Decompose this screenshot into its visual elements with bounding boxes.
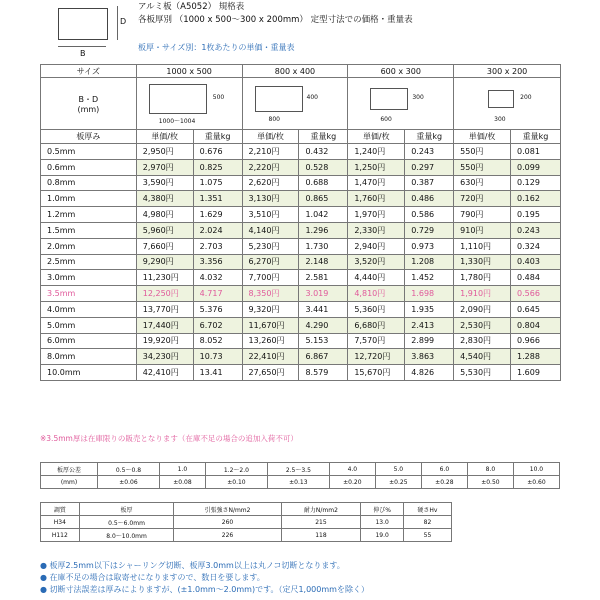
price-cell: 630円	[454, 175, 511, 191]
price-cell: 4,440円	[348, 270, 405, 286]
price-cell: 2,090円	[454, 301, 511, 317]
table-row	[41, 333, 561, 349]
diagram-b-label: B	[80, 49, 86, 58]
weight-header-1: 重量kg	[193, 130, 242, 144]
bullet-item	[40, 560, 580, 572]
weight-cell: 4.290	[299, 317, 348, 333]
weight-cell: 1.629	[193, 207, 242, 223]
properties-cell: 8.0〜10.0mm	[79, 529, 174, 542]
weight-cell: 0.297	[405, 159, 454, 175]
weight-cell: 6.702	[193, 317, 242, 333]
price-cell: 1,250円	[348, 159, 405, 175]
size-diagram	[44, 4, 134, 56]
tolerance-value-cell: ±0.50	[467, 476, 513, 489]
weight-cell: 0.486	[405, 191, 454, 207]
price-cell: 1,240円	[348, 144, 405, 160]
properties-header-cell: 調質	[41, 503, 80, 516]
price-cell: 3,510円	[242, 207, 299, 223]
weight-cell: 0.804	[511, 317, 561, 333]
price-header-2: 単価/枚	[242, 130, 299, 144]
stock-note: ※3.5mm厚は在庫限りの販売となります（在庫不足の場合の追加入荷不可）	[40, 434, 298, 443]
diagram-d-arrow	[117, 6, 118, 40]
table-row	[41, 159, 561, 175]
weight-cell: 0.825	[193, 159, 242, 175]
price-cell: 27,650円	[242, 365, 299, 381]
tolerance-value-cell: ±0.28	[421, 476, 467, 489]
weight-cell: 1.042	[299, 207, 348, 223]
weight-cell: 0.099	[511, 159, 561, 175]
tolerance-value-cell: ±0.25	[375, 476, 421, 489]
price-cell: 9,320円	[242, 301, 299, 317]
properties-header-cell: 伸び%	[361, 503, 404, 516]
price-cell: 550円	[454, 159, 511, 175]
dim-h-2: 400	[306, 94, 318, 101]
bd-label: B・D	[78, 94, 99, 104]
size-col-4: 300 x 200	[454, 65, 561, 78]
weight-cell: 0.484	[511, 270, 561, 286]
price-cell: 5,530円	[454, 365, 511, 381]
weight-cell: 1.208	[405, 254, 454, 270]
price-cell: 2,830円	[454, 333, 511, 349]
weight-cell: 4.717	[193, 286, 242, 302]
thickness-cell: 4.0mm	[41, 301, 137, 317]
tolerance-range-cell: 6.0	[421, 463, 467, 476]
dim-h-1: 500	[212, 94, 225, 101]
weight-cell: 2.024	[193, 222, 242, 238]
price-cell: 1,110円	[454, 238, 511, 254]
table-row	[41, 175, 561, 191]
tolerance-range-cell: 1.0	[159, 463, 205, 476]
properties-body	[41, 516, 452, 542]
weight-cell: 3.356	[193, 254, 242, 270]
weight-cell: 5.153	[299, 333, 348, 349]
price-cell: 720円	[454, 191, 511, 207]
tolerance-table	[40, 462, 560, 489]
diagram-d-label: D	[120, 17, 127, 26]
thickness-cell: 1.5mm	[41, 222, 137, 238]
price-cell: 2,970円	[136, 159, 193, 175]
weight-cell: 2.413	[405, 317, 454, 333]
table-row	[41, 365, 561, 381]
thickness-cell: 5.0mm	[41, 317, 137, 333]
price-cell: 3,520円	[348, 254, 405, 270]
price-cell: 11,230円	[136, 270, 193, 286]
weight-cell: 6.867	[299, 349, 348, 365]
properties-row	[41, 529, 452, 542]
bullet-text: 板厚2.5mm以下はシャーリング切断、板厚3.0mm以上は丸ノコ切断となります。	[49, 561, 345, 570]
properties-table	[40, 502, 452, 542]
price-cell: 1,330円	[454, 254, 511, 270]
table-row	[41, 270, 561, 286]
weight-cell: 2.703	[193, 238, 242, 254]
properties-cell: 19.0	[361, 529, 404, 542]
price-cell: 12,250円	[136, 286, 193, 302]
properties-header-cell: 引張強さN/mm2	[174, 503, 281, 516]
weight-cell: 0.528	[299, 159, 348, 175]
tolerance-range-cell: 0.5〜0.8	[98, 463, 160, 476]
bullet-text: 切断寸法誤差は厚みによりますが、(±1.0mm〜2.0mm)です。（定尺1,000mmを除く）	[49, 585, 369, 594]
weight-cell: 1.296	[299, 222, 348, 238]
weight-cell: 5.376	[193, 301, 242, 317]
dim-w-4: 300	[494, 116, 506, 123]
bullet-text: 在庫不足の場合は取寄せになりますので、数日を要します。	[49, 573, 265, 582]
weight-cell: 0.129	[511, 175, 561, 191]
bullet-dot-icon: ●	[40, 585, 50, 594]
price-cell: 15,670円	[348, 365, 405, 381]
properties-cell: 118	[281, 529, 361, 542]
price-cell: 4,980円	[136, 207, 193, 223]
price-cell: 1,470円	[348, 175, 405, 191]
price-cell: 1,910円	[454, 286, 511, 302]
tolerance-range-row	[41, 463, 560, 476]
price-cell: 2,530円	[454, 317, 511, 333]
weight-cell: 0.729	[405, 222, 454, 238]
page-subtitle: 各板厚別 （1000 x 500〜300 x 200mm） 定型寸法での価格・重量表	[138, 15, 413, 25]
page-title: アルミ板（A5052） 規格表	[138, 2, 245, 12]
price-cell: 1,760円	[348, 191, 405, 207]
weight-cell: 8.052	[193, 333, 242, 349]
price-header-4: 単価/枚	[454, 130, 511, 144]
weight-cell: 1.935	[405, 301, 454, 317]
weight-cell: 2.148	[299, 254, 348, 270]
tolerance-range-cell: 1.2〜2.0	[205, 463, 267, 476]
table-row	[41, 238, 561, 254]
weight-header-3: 重量kg	[405, 130, 454, 144]
price-cell: 2,210円	[242, 144, 299, 160]
dim-cell-1	[136, 78, 242, 130]
thickness-cell: 2.0mm	[41, 238, 137, 254]
tolerance-value-row	[41, 476, 560, 489]
price-cell: 2,220円	[242, 159, 299, 175]
price-cell: 2,620円	[242, 175, 299, 191]
thickness-cell: 0.5mm	[41, 144, 137, 160]
thickness-cell: 0.6mm	[41, 159, 137, 175]
tolerance-range-cell: 4.0	[329, 463, 375, 476]
tolerance-value-cell: ±0.06	[98, 476, 160, 489]
price-cell: 2,940円	[348, 238, 405, 254]
properties-row	[41, 516, 452, 529]
thickness-cell: 3.0mm	[41, 270, 137, 286]
properties-header-cell: 耐力N/mm2	[281, 503, 361, 516]
bullet-item	[40, 584, 580, 596]
price-cell: 2,950円	[136, 144, 193, 160]
price-cell: 17,440円	[136, 317, 193, 333]
price-cell: 5,230円	[242, 238, 299, 254]
properties-header-cell: 板厚	[79, 503, 174, 516]
price-cell: 790円	[454, 207, 511, 223]
bullet-item	[40, 572, 580, 584]
properties-cell: 0.5〜6.0mm	[79, 516, 174, 529]
thickness-cell: 1.0mm	[41, 191, 137, 207]
size-col-1: 1000 x 500	[136, 65, 242, 78]
dim-cell-4	[454, 78, 561, 130]
bullet-dot-icon: ●	[40, 573, 50, 582]
bullet-dot-icon: ●	[40, 561, 50, 570]
price-cell: 22,410円	[242, 349, 299, 365]
weight-cell: 0.387	[405, 175, 454, 191]
table-row	[41, 301, 561, 317]
price-cell: 13,260円	[242, 333, 299, 349]
price-cell: 7,570円	[348, 333, 405, 349]
tolerance-value-cell: ±0.20	[329, 476, 375, 489]
weight-cell: 13.41	[193, 365, 242, 381]
weight-cell: 8.579	[299, 365, 348, 381]
weight-header-4: 重量kg	[511, 130, 561, 144]
dim-cell-3	[348, 78, 454, 130]
table-note: 板厚・サイズ別：1枚あたりの単価・重量表	[138, 43, 295, 52]
dim-h-3: 300	[412, 94, 424, 101]
table-body	[41, 144, 561, 381]
weight-header-2: 重量kg	[299, 130, 348, 144]
tolerance-value-cell: ±0.10	[205, 476, 267, 489]
weight-cell: 4.032	[193, 270, 242, 286]
price-cell: 19,920円	[136, 333, 193, 349]
thickness-cell: 3.5mm	[41, 286, 137, 302]
properties-cell: 82	[403, 516, 451, 529]
price-cell: 3,590円	[136, 175, 193, 191]
price-cell: 1,780円	[454, 270, 511, 286]
thickness-cell: 0.8mm	[41, 175, 137, 191]
weight-cell: 1.452	[405, 270, 454, 286]
weight-cell: 0.324	[511, 238, 561, 254]
table-row	[41, 317, 561, 333]
weight-cell: 2.899	[405, 333, 454, 349]
weight-cell: 0.676	[193, 144, 242, 160]
table-row	[41, 222, 561, 238]
dim-box-1	[149, 84, 207, 114]
properties-cell: 55	[403, 529, 451, 542]
dim-w-2: 800	[268, 116, 280, 123]
tolerance-label: 板厚公差	[41, 463, 98, 476]
properties-cell: 215	[281, 516, 361, 529]
weight-cell: 0.645	[511, 301, 561, 317]
dim-box-4	[488, 90, 514, 108]
table-row	[41, 349, 561, 365]
tolerance-value-cell: ±0.13	[267, 476, 329, 489]
dim-box-2	[255, 86, 303, 112]
weight-cell: 0.243	[511, 222, 561, 238]
price-cell: 9,290円	[136, 254, 193, 270]
price-cell: 4,540円	[454, 349, 511, 365]
thickness-cell: 2.5mm	[41, 254, 137, 270]
mm-label: (mm)	[77, 104, 100, 114]
weight-cell: 10.73	[193, 349, 242, 365]
price-cell: 5,360円	[348, 301, 405, 317]
weight-cell: 1.698	[405, 286, 454, 302]
price-cell: 3,130円	[242, 191, 299, 207]
price-cell: 910円	[454, 222, 511, 238]
weight-cell: 0.865	[299, 191, 348, 207]
dim-w-3: 600	[380, 116, 392, 123]
weight-cell: 2.581	[299, 270, 348, 286]
thickness-cell: 8.0mm	[41, 349, 137, 365]
table-row	[41, 207, 561, 223]
diagram-b-arrow	[58, 46, 106, 47]
dim-h-4: 200	[520, 94, 532, 101]
tolerance-value-cell: ±0.60	[513, 476, 559, 489]
price-cell: 6,680円	[348, 317, 405, 333]
dim-w-1: 1000〜1004	[158, 118, 196, 125]
table-row	[41, 191, 561, 207]
price-cell: 4,810円	[348, 286, 405, 302]
weight-cell: 0.195	[511, 207, 561, 223]
properties-header-cell: 硬さHv	[403, 503, 451, 516]
tolerance-range-cell: 5.0	[375, 463, 421, 476]
weight-cell: 0.688	[299, 175, 348, 191]
properties-cell: H34	[41, 516, 80, 529]
weight-cell: 0.966	[511, 333, 561, 349]
thickness-cell: 1.2mm	[41, 207, 137, 223]
price-cell: 5,960円	[136, 222, 193, 238]
size-header: サイズ	[41, 65, 137, 78]
dim-box-3	[370, 88, 408, 110]
weight-cell: 1.609	[511, 365, 561, 381]
price-header-3: 単価/枚	[348, 130, 405, 144]
thickness-header: 板厚み	[41, 130, 137, 144]
size-col-2: 800 x 400	[242, 65, 348, 78]
tolerance-range-cell: 8.0	[467, 463, 513, 476]
thickness-cell: 10.0mm	[41, 365, 137, 381]
weight-cell: 0.403	[511, 254, 561, 270]
price-cell: 6,270円	[242, 254, 299, 270]
properties-cell: H112	[41, 529, 80, 542]
table-row	[41, 254, 561, 270]
price-weight-table	[40, 64, 561, 381]
price-cell: 4,140円	[242, 222, 299, 238]
weight-cell: 0.586	[405, 207, 454, 223]
properties-header-row	[41, 503, 452, 516]
price-cell: 4,380円	[136, 191, 193, 207]
price-cell: 7,700円	[242, 270, 299, 286]
tolerance-range-cell: 10.0	[513, 463, 559, 476]
weight-cell: 1.351	[193, 191, 242, 207]
price-cell: 8,350円	[242, 286, 299, 302]
price-cell: 2,330円	[348, 222, 405, 238]
weight-cell: 0.162	[511, 191, 561, 207]
price-cell: 1,970円	[348, 207, 405, 223]
price-cell: 7,660円	[136, 238, 193, 254]
price-cell: 12,720円	[348, 349, 405, 365]
weight-cell: 0.973	[405, 238, 454, 254]
properties-cell: 226	[174, 529, 281, 542]
price-cell: 11,670円	[242, 317, 299, 333]
properties-cell: 13.0	[361, 516, 404, 529]
weight-cell: 1.288	[511, 349, 561, 365]
thickness-cell: 6.0mm	[41, 333, 137, 349]
weight-cell: 0.432	[299, 144, 348, 160]
weight-cell: 0.081	[511, 144, 561, 160]
weight-cell: 0.566	[511, 286, 561, 302]
table-row	[41, 144, 561, 160]
weight-cell: 1.730	[299, 238, 348, 254]
tolerance-value-cell: ±0.08	[159, 476, 205, 489]
weight-cell: 3.441	[299, 301, 348, 317]
weight-cell: 1.075	[193, 175, 242, 191]
tolerance-unit: (mm)	[41, 476, 98, 489]
bd-header	[41, 78, 137, 130]
weight-cell: 3.019	[299, 286, 348, 302]
tolerance-range-cell: 2.5〜3.5	[267, 463, 329, 476]
price-header-1: 単価/枚	[136, 130, 193, 144]
bullet-list	[40, 560, 580, 596]
weight-cell: 4.826	[405, 365, 454, 381]
diagram-rect	[58, 8, 108, 40]
properties-cell: 260	[174, 516, 281, 529]
table-row	[41, 286, 561, 302]
price-cell: 13,770円	[136, 301, 193, 317]
dim-cell-2	[242, 78, 348, 130]
price-cell: 34,230円	[136, 349, 193, 365]
weight-cell: 0.243	[405, 144, 454, 160]
price-cell: 550円	[454, 144, 511, 160]
price-cell: 42,410円	[136, 365, 193, 381]
weight-cell: 3.863	[405, 349, 454, 365]
size-col-3: 600 x 300	[348, 65, 454, 78]
